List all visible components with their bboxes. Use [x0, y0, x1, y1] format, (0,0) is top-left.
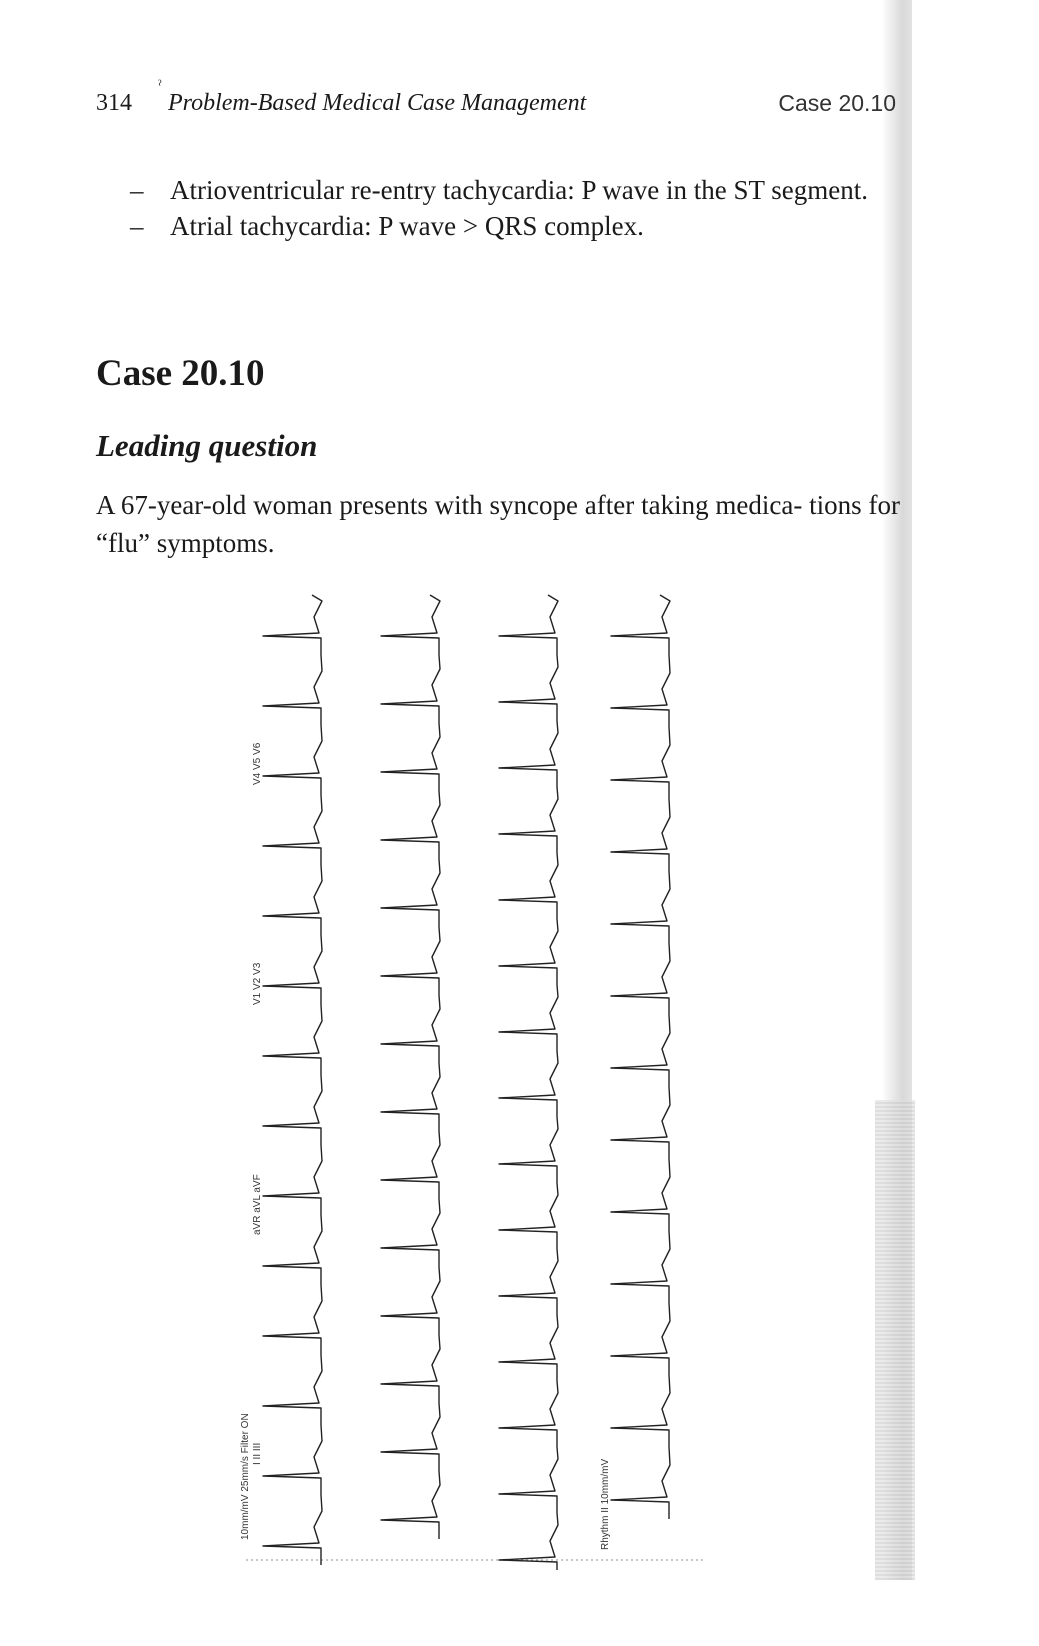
pen-tick-mark: ˀ: [158, 78, 162, 93]
ecg-lead-column: [263, 595, 322, 1565]
ecg-lead-label: I II III: [252, 1442, 263, 1465]
bullet-item: [130, 208, 900, 244]
ecg-figure: [236, 585, 726, 1570]
ecg-lead-label: V4 V5 V6: [252, 742, 263, 785]
running-head: [96, 78, 896, 122]
ecg-settings-label: 10mm/mV 25mm/s Filter ON: [240, 1413, 251, 1540]
ecg-lead-column: [381, 595, 440, 1539]
bullet-list: [130, 172, 900, 244]
bullet-item: [130, 172, 900, 208]
ecg-trace-svg: [236, 585, 726, 1570]
ecg-lead-column: [499, 595, 558, 1570]
ecg-lead-column: [611, 595, 670, 1519]
ecg-rhythm-label: Rhythm II 10mm/mV: [600, 1458, 611, 1550]
case-title: Case 20.10: [96, 353, 265, 394]
ecg-lead-label: aVR aVL aVF: [252, 1174, 263, 1235]
bullet-dash: –: [130, 175, 144, 205]
running-case-label: Case 20.10: [778, 90, 896, 116]
scan-noise: [875, 1100, 915, 1580]
section-heading: Leading question: [96, 428, 318, 463]
bullet-text: Atrial tachycardia: P wave > QRS complex.: [170, 211, 644, 241]
case-paragraph: A 67-year-old woman presents with syncope after taking medica- tions for “flu” symptoms.: [96, 490, 900, 558]
page-number: 314: [96, 90, 132, 116]
book-title: Problem-Based Medical Case Management: [168, 90, 587, 116]
bullet-text: Atrioventricular re-entry tachycardia: P wave in the ST segment.: [170, 175, 869, 205]
bullet-dash: –: [130, 211, 144, 241]
ecg-lead-label: V1 V2 V3: [252, 962, 263, 1005]
